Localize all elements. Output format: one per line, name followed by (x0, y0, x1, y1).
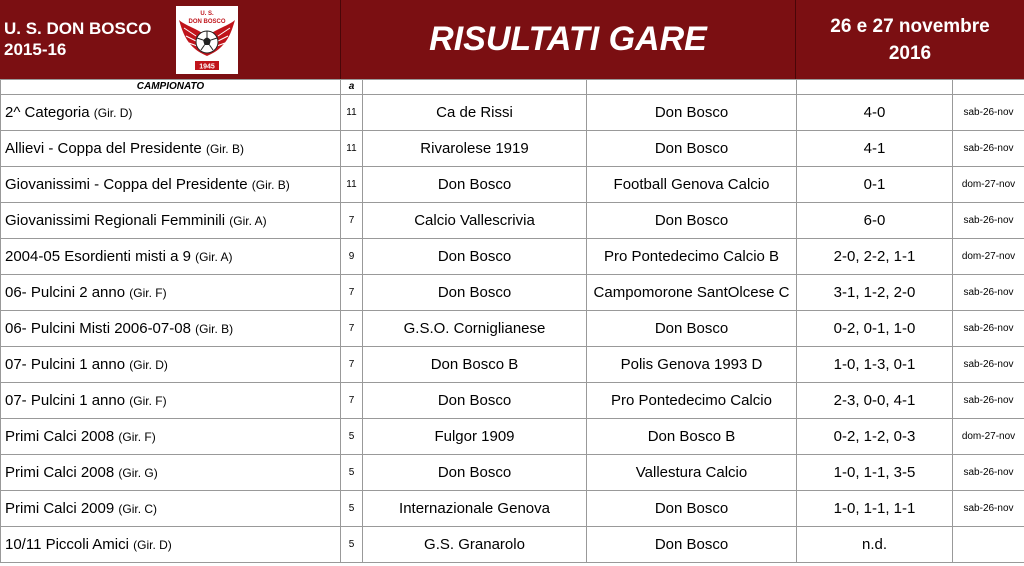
away-team-cell: Don Bosco (587, 527, 797, 563)
category-name: 06- Pulcini 2 anno (5, 284, 126, 301)
score-cell: 1-0, 1-1, 3-5 (797, 455, 953, 491)
girone-label: (Gir. D) (129, 358, 168, 372)
page-title: RISULTATI GARE (340, 0, 796, 79)
away-team-cell: Pro Pontedecimo Calcio B (587, 239, 797, 275)
category-cell (1, 95, 341, 131)
club-logo-emblem (176, 6, 238, 74)
age-cell: 5 (341, 527, 363, 563)
age-cell: 5 (341, 419, 363, 455)
score-cell: 1-0, 1-3, 0-1 (797, 347, 953, 383)
logo-mid-text: DON BOSCO (188, 19, 226, 25)
table-row (1, 275, 1024, 311)
score-cell: 1-0, 1-1, 1-1 (797, 491, 953, 527)
category-name: 2^ Categoria (5, 104, 90, 121)
age-cell: 7 (341, 311, 363, 347)
girone-label: (Gir. G) (118, 466, 158, 480)
category-cell (1, 455, 341, 491)
category-cell (1, 419, 341, 455)
score-cell: 2-3, 0-0, 4-1 (797, 383, 953, 419)
girone-label: (Gir. F) (118, 430, 156, 444)
column-header-home (363, 80, 587, 95)
girone-label: (Gir. B) (205, 142, 244, 156)
table-row (1, 131, 1024, 167)
girone-label: (Gir. B) (195, 322, 234, 336)
score-cell: 4-1 (797, 131, 953, 167)
score-cell: n.d. (797, 527, 953, 563)
table-row (1, 347, 1024, 383)
category-cell (1, 167, 341, 203)
day-cell: sab-26-nov (953, 383, 1024, 419)
home-team-cell: Rivarolese 1919 (363, 131, 587, 167)
away-team-cell: Don Bosco (587, 203, 797, 239)
day-cell: sab-26-nov (953, 455, 1024, 491)
home-team-cell: Don Bosco (363, 239, 587, 275)
column-header-age: a (341, 80, 363, 95)
away-team-cell: Pro Pontedecimo Calcio (587, 383, 797, 419)
season-label: 2015-16 (4, 40, 67, 59)
logo-year: 1945 (199, 63, 215, 71)
category-name: Primi Calci 2008 (5, 428, 115, 445)
category-cell (1, 131, 341, 167)
away-team-cell: Don Bosco (587, 95, 797, 131)
home-team-cell: Fulgor 1909 (363, 419, 587, 455)
away-team-cell: Don Bosco (587, 131, 797, 167)
age-cell: 9 (341, 239, 363, 275)
day-cell: sab-26-nov (953, 95, 1024, 131)
home-team-cell: Don Bosco (363, 275, 587, 311)
age-cell: 11 (341, 131, 363, 167)
age-cell: 5 (341, 491, 363, 527)
away-team-cell: Vallestura Calcio (587, 455, 797, 491)
girone-label: (Gir. F) (129, 286, 167, 300)
column-header-campionato: CAMPIONATO (1, 80, 341, 95)
table-row (1, 383, 1024, 419)
day-cell: sab-26-nov (953, 275, 1024, 311)
table-row (1, 95, 1024, 131)
home-team-cell: G.S. Granarolo (363, 527, 587, 563)
column-header-day (953, 80, 1024, 95)
away-team-cell: Football Genova Calcio (587, 167, 797, 203)
day-cell: dom-27-nov (953, 167, 1024, 203)
category-name: Giovanissimi - Coppa del Presidente (5, 176, 248, 193)
girone-label: (Gir. D) (93, 106, 133, 120)
table-row (1, 167, 1024, 203)
girone-label: (Gir. A) (229, 214, 267, 228)
girone-label: (Gir. C) (118, 502, 158, 516)
score-cell: 0-1 (797, 167, 953, 203)
table-row (1, 203, 1024, 239)
category-name: 2004-05 Esordienti misti a 9 (5, 248, 191, 265)
category-name: Primi Calci 2009 (5, 500, 115, 517)
away-team-cell: Don Bosco B (587, 419, 797, 455)
logo-top-text: U. S. (200, 11, 214, 17)
home-team-cell: Don Bosco B (363, 347, 587, 383)
home-team-cell: Don Bosco (363, 383, 587, 419)
score-cell: 6-0 (797, 203, 953, 239)
category-cell (1, 491, 341, 527)
category-cell (1, 527, 341, 563)
score-cell: 0-2, 1-2, 0-3 (797, 419, 953, 455)
match-date-line1: 26 e 27 novembre (830, 16, 990, 37)
day-cell: dom-27-nov (953, 419, 1024, 455)
score-cell: 2-0, 2-2, 1-1 (797, 239, 953, 275)
club-name (4, 18, 151, 60)
category-cell (1, 311, 341, 347)
club-name-line1: U. S. DON BOSCO (4, 19, 152, 38)
away-team-cell: Don Bosco (587, 491, 797, 527)
home-team-cell: Ca de Rissi (363, 95, 587, 131)
category-name: Giovanissimi Regionali Femminili (5, 212, 226, 229)
girone-label: (Gir. F) (129, 394, 167, 408)
day-cell: sab-26-nov (953, 491, 1024, 527)
away-team-cell: Campomorone SantOlcese C (587, 275, 797, 311)
home-team-cell: Don Bosco (363, 167, 587, 203)
home-team-cell: G.S.O. Corniglianese (363, 311, 587, 347)
score-cell: 3-1, 1-2, 2-0 (797, 275, 953, 311)
day-cell: sab-26-nov (953, 131, 1024, 167)
results-body (1, 80, 1024, 563)
girone-label: (Gir. D) (133, 538, 172, 552)
category-name: 07- Pulcini 1 anno (5, 356, 126, 373)
day-cell: sab-26-nov (953, 347, 1024, 383)
away-team-cell: Don Bosco (587, 311, 797, 347)
age-cell: 11 (341, 95, 363, 131)
category-name: Primi Calci 2008 (5, 464, 115, 481)
age-cell: 11 (341, 167, 363, 203)
category-cell (1, 239, 341, 275)
category-name: 07- Pulcini 1 anno (5, 392, 126, 409)
category-cell (1, 275, 341, 311)
category-name: 10/11 Piccoli Amici (5, 536, 129, 553)
score-cell: 0-2, 0-1, 1-0 (797, 311, 953, 347)
table-row (1, 491, 1024, 527)
header-band (0, 0, 1024, 80)
age-cell: 7 (341, 347, 363, 383)
table-row (1, 527, 1024, 563)
table-row (1, 239, 1024, 275)
column-header-row (1, 80, 1024, 95)
girone-label: (Gir. B) (251, 178, 290, 192)
day-cell (953, 527, 1024, 563)
table-row (1, 311, 1024, 347)
home-team-cell: Internazionale Genova (363, 491, 587, 527)
club-logo (176, 6, 238, 74)
column-header-away (587, 80, 797, 95)
category-cell (1, 383, 341, 419)
day-cell: sab-26-nov (953, 311, 1024, 347)
age-cell: 7 (341, 383, 363, 419)
home-team-cell: Calcio Vallescrivia (363, 203, 587, 239)
score-cell: 4-0 (797, 95, 953, 131)
category-cell (1, 203, 341, 239)
match-date (796, 13, 1024, 67)
home-team-cell: Don Bosco (363, 455, 587, 491)
category-name: 06- Pulcini Misti 2006-07-08 (5, 320, 191, 337)
table-row (1, 419, 1024, 455)
category-cell (1, 347, 341, 383)
age-cell: 5 (341, 455, 363, 491)
age-cell: 7 (341, 275, 363, 311)
away-team-cell: Polis Genova 1993 D (587, 347, 797, 383)
column-header-score (797, 80, 953, 95)
category-name: Allievi - Coppa del Presidente (5, 140, 202, 157)
table-row (1, 455, 1024, 491)
age-cell: 7 (341, 203, 363, 239)
day-cell: sab-26-nov (953, 203, 1024, 239)
girone-label: (Gir. A) (195, 250, 233, 264)
results-table (0, 79, 1024, 563)
day-cell: dom-27-nov (953, 239, 1024, 275)
match-date-line2: 2016 (888, 43, 932, 64)
